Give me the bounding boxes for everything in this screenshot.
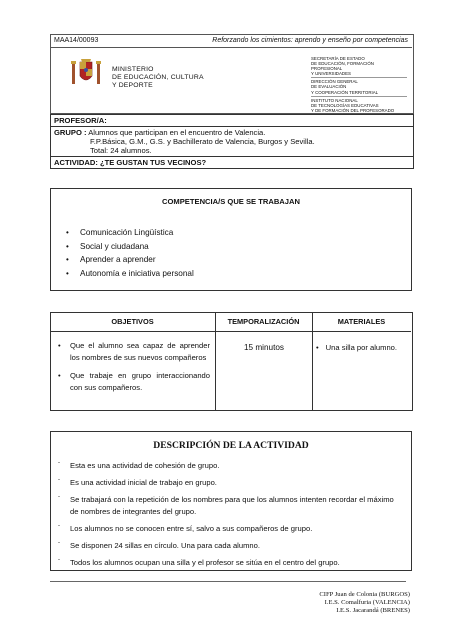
list-item: • Aprender a aprender — [66, 253, 194, 267]
grupo-line: Total: 24 alumnos. — [90, 146, 152, 155]
ministry-line: DE EDUCACIÓN, CULTURA — [112, 74, 204, 81]
grupo-line: Alumnos que participan en el encuentro de Valencia. — [88, 128, 266, 137]
header-objetivos: OBJETIVOS — [111, 317, 154, 326]
list-item: • Que trabaje en grupo interaccionando con sus compañeros. — [58, 370, 210, 395]
column-divider — [215, 312, 216, 410]
list-item: - Es una actividad inicial de trabajo en grupo. — [58, 477, 404, 489]
list-item: - Los alumnos no se conocen entre sí, salvo a sus compañeros de grupo. — [58, 523, 404, 535]
header-divider — [50, 47, 412, 48]
list-item: - Se disponen 24 sillas en círculo. Una para cada alumno. — [58, 540, 404, 552]
list-item: • Que el alumno sea capaz de aprender los nombres de sus nuevos compañeros — [58, 340, 210, 365]
list-item: - Esta es una actividad de cohesión de grupo. — [58, 460, 404, 472]
block-line: Y DE FORMACIÓN DEL PROFESORADO — [311, 107, 395, 113]
block-line: DE EDUCACIÓN, FORMACIÓN — [311, 61, 374, 67]
footer-divider — [50, 581, 406, 582]
header-materiales: MATERIALES — [337, 317, 386, 326]
list-item: • Comunicación Lingüística — [66, 226, 194, 240]
header-slogan: Reforzando los cimientos: aprendo y enseño por competencias — [212, 37, 408, 44]
coat-of-arms-icon — [68, 58, 104, 88]
descripcion-list — [58, 460, 404, 574]
ministry-line: Y DEPORTE — [112, 82, 153, 89]
grupo-line: F.P.Básica, G.M., G.S. y Bachillerato de Valencia, Burgos y Sevilla. — [90, 137, 315, 146]
footer-line: CIFP Juan de Colonia (BURGOS) — [319, 591, 410, 598]
ministry-line: MINISTERIO — [112, 66, 154, 73]
descripcion-title: DESCRIPCIÓN DE LA ACTIVIDAD — [153, 440, 309, 451]
materiales-value: • Una silla por alumno. — [316, 343, 397, 352]
temporalizacion-value: 15 minutos — [243, 343, 285, 352]
document-code: MAA14/00093 — [54, 37, 99, 44]
column-divider — [312, 312, 313, 410]
block-line: DIRECCIÓN GENERAL — [311, 79, 358, 85]
ministry-name — [112, 66, 204, 90]
profesor-row: PROFESOR/A: — [51, 115, 413, 127]
competencias-title: COMPETENCIA/S QUE SE TRABAJAN — [162, 197, 300, 206]
info-table — [50, 114, 414, 169]
institution-blocks — [311, 56, 407, 113]
list-item: • Social y ciudadana — [66, 240, 194, 254]
list-item: • Autonomía e iniciativa personal — [66, 267, 194, 281]
actividad-row: ACTIVIDAD: ¿TE GUSTAN TUS VECINOS? — [54, 158, 207, 167]
block-line: INSTITUTO NACIONAL — [311, 97, 358, 103]
grupo-row — [51, 127, 413, 157]
block-line: SECRETARÍA DE ESTADO — [311, 56, 365, 61]
footer-line: I.E.S. Jacarandá (BRENES) — [336, 607, 410, 615]
block-line: PROFESIONAL — [311, 66, 343, 72]
list-item: - Se trabajará con la repetición de los nombres para que los alumnos intenten recordar el máximo de nombres de integrantes del grupo. — [58, 494, 404, 519]
block-line: Y COOPERACIÓN TERRITORIAL — [311, 89, 379, 95]
instituto-block — [311, 98, 407, 113]
grupo-label: GRUPO : — [54, 128, 87, 137]
list-item: - Todos los alumnos ocupan una silla y el profesor se sitúa en el centro del grupo. — [58, 557, 404, 569]
competencias-list — [66, 226, 194, 280]
header-temporalizacion: TEMPORALIZACIÓN — [227, 317, 300, 326]
block-line: Y UNIVERSIDADES — [311, 71, 351, 77]
block-line: DE TECNOLOGÍAS EDUCATIVAS — [311, 102, 379, 108]
block-line: DE EVALUACIÓN — [311, 84, 347, 90]
secretaria-block — [311, 56, 407, 78]
footer-schools — [319, 591, 410, 616]
objetivos-list — [58, 340, 210, 400]
footer-line: I.E.S. Comalfuria (VALENCIA) — [324, 599, 410, 607]
direccion-block — [311, 79, 407, 96]
